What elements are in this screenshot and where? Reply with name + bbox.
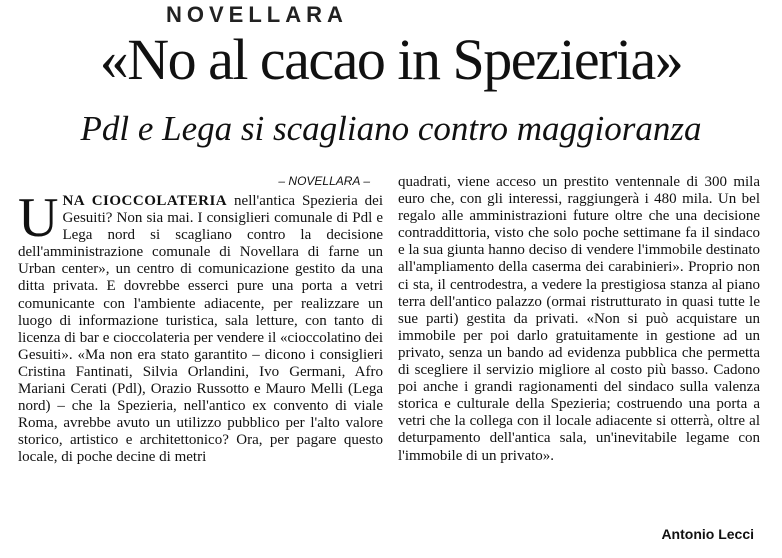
lead-in: NA CIOCCOLATERIA (62, 193, 228, 209)
article-column-2 (398, 174, 760, 465)
author-signature: Antonio Lecci (661, 526, 754, 542)
column-1-text: nell'antica Spezieria dei Gesuiti? Non sia mai. I consiglieri comunale di Pdl e Lega nord si scagliano contro la decisione dell'amministrazione comunale di Novellara di farne un Urban center», un centro di comunicazione gestito da una ditta privata. E dovrebbe esserci pure una porta a vetri comunicante con l'ambiente adiacente, per realizzare un luogo di informazione turistica, sala letture, con tanto di licenza di bar e cioccolateria per vendere il «cioccolatino dei Gesuiti». «Ma non era stato garantito – dicono i consiglieri Cristina Fantinati, Silvia Orlandini, Ivo Germani, Afro Mariani Cerati (Pdl), Orazio Russotto e Mauro Melli (Lega nord) – che la Spezieria, nell'antico ex convento di viale Roma, avrebbe avuto un utilizzo pubblico per l'alto valore storico, artistico e architettonico? Ora, per pagare questo locale, di poche decine di metri (18, 193, 383, 466)
subheadline: Pdl e Lega si scagliano contro maggioranza (80, 109, 702, 148)
article-column-1 (18, 187, 383, 467)
column-2-text: quadrati, viene acceso un prestito ventennale di 300 mila euro che, con gli interessi, raggiungerà i 480 mila. Un bel regalo alle amministrazioni future oltre che una decisione contraddittoria, visto che solo poche settimane fa il sindaco e la sua giunta hanno deciso di vendere l'immobile destinato all'ampliamento della caserma dei carabinieri». Proprio non ci sta, il centrodestra, a vedere la prestigiosa stanza al piano terra dell'antico palazzo (ormai ristrutturato in quasi tutte le sue parti) gestita da privati. «Non si può acquistare un immobile per poi darlo gratuitamente in gestione ad un privato, senza un bando ad evidenza pubblica che permetta di scegliere il servizio migliore al costo più basso. Cadono poi anche i grandi ragionamenti del sindaco sulla valenza storica e culturale della Spezieria; costruendo una porta a vetri che la collega con il locale adiacente si otterrà, oltre al deturpamento dell'antica sala, un'inevitabile legame con l'immobile di un privato». (398, 174, 760, 464)
article-paragraph-1 (18, 187, 383, 467)
dateline: – NOVELLARA – (278, 174, 370, 188)
section-kicker: NOVELLARA (166, 2, 348, 27)
headline: «No al cacao in Spezieria» (99, 27, 683, 92)
dropcap: U (18, 187, 59, 249)
